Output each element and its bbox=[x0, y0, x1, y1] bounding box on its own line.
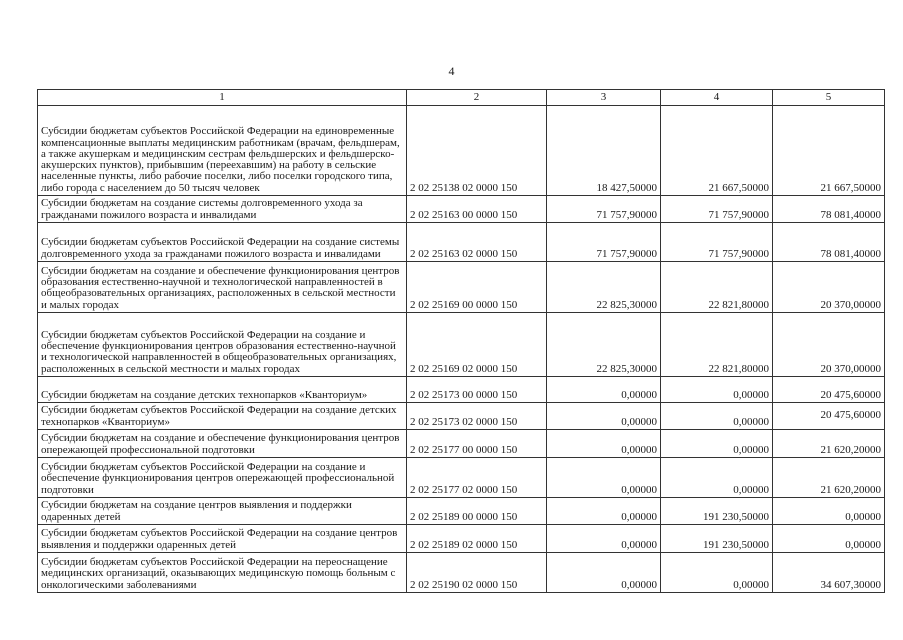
row-value-col4: 22 821,80000 bbox=[661, 262, 773, 313]
table-row bbox=[38, 106, 885, 196]
row-value-col3: 0,00000 bbox=[547, 377, 661, 403]
table-row bbox=[38, 403, 885, 430]
table-row bbox=[38, 525, 885, 553]
row-value-col4: 71 757,90000 bbox=[661, 223, 773, 262]
row-value-col3: 0,00000 bbox=[547, 430, 661, 458]
row-value-col5: 21 667,50000 bbox=[773, 106, 885, 196]
row-code: 2 02 25189 02 0000 150 bbox=[407, 525, 547, 553]
row-description: Субсидии бюджетам субъектов Российской Федерации на создание детских технопарков «Кванториум» bbox=[38, 403, 407, 430]
row-code: 2 02 25138 02 0000 150 bbox=[407, 106, 547, 196]
column-header-3: 3 bbox=[547, 90, 661, 106]
row-value-col4: 0,00000 bbox=[661, 430, 773, 458]
table-row bbox=[38, 498, 885, 525]
row-value-col5: 0,00000 bbox=[773, 525, 885, 553]
row-value-col4: 21 667,50000 bbox=[661, 106, 773, 196]
row-code: 2 02 25163 02 0000 150 bbox=[407, 223, 547, 262]
row-value-col3: 22 825,30000 bbox=[547, 262, 661, 313]
row-value-col5: 78 081,40000 bbox=[773, 196, 885, 223]
row-code: 2 02 25189 00 0000 150 bbox=[407, 498, 547, 525]
column-header-1: 1 bbox=[38, 90, 407, 106]
row-description: Субсидии бюджетам субъектов Российской Федерации на создание центров выявления и поддержки одаренных детей bbox=[38, 525, 407, 553]
table-row bbox=[38, 196, 885, 223]
row-description: Субсидии бюджетам на создание и обеспечение функционирования центров опережающей профессиональной подготовки bbox=[38, 430, 407, 458]
row-code: 2 02 25190 02 0000 150 bbox=[407, 553, 547, 593]
row-description: Субсидии бюджетам на создание и обеспечение функционирования центров образования естественно-научной и технологической направленностей в общеобразовательных организациях, расположенных в сельской местности и малых городах bbox=[38, 262, 407, 313]
row-value-col3: 22 825,30000 bbox=[547, 313, 661, 377]
row-value-col3: 71 757,90000 bbox=[547, 196, 661, 223]
row-value-col5: 20 370,00000 bbox=[773, 313, 885, 377]
row-value-col4: 0,00000 bbox=[661, 458, 773, 498]
row-description: Субсидии бюджетам субъектов Российской Федерации на единовременные компенсационные выплаты медицинским работникам (врачам, фельдшерам, а также акушеркам и медицинским сестрам фельдшерских и фельдшерско-акушерских пунктов), прибывшим (переехавшим) на работу в сельские населенные пункты, либо рабочие поселки, либо поселки городского типа, либо города с населением до 50 тысяч человек bbox=[38, 106, 407, 196]
row-value-col3: 0,00000 bbox=[547, 498, 661, 525]
row-description: Субсидии бюджетам субъектов Российской Федерации на переоснащение медицинских организаций, оказывающих медицинскую помощь больным с онкологическими заболеваниями bbox=[38, 553, 407, 593]
row-value-col5: 0,00000 bbox=[773, 498, 885, 525]
table-row bbox=[38, 377, 885, 403]
row-code: 2 02 25169 02 0000 150 bbox=[407, 313, 547, 377]
row-code: 2 02 25169 00 0000 150 bbox=[407, 262, 547, 313]
row-description: Субсидии бюджетам на создание системы долговременного ухода за гражданами пожилого возраста и инвалидами bbox=[38, 196, 407, 223]
row-value-col3: 71 757,90000 bbox=[547, 223, 661, 262]
row-value-col3: 0,00000 bbox=[547, 525, 661, 553]
row-code: 2 02 25177 00 0000 150 bbox=[407, 430, 547, 458]
row-value-col4: 0,00000 bbox=[661, 553, 773, 593]
header-row bbox=[38, 90, 885, 106]
row-value-col4: 191 230,50000 bbox=[661, 525, 773, 553]
column-header-2: 2 bbox=[407, 90, 547, 106]
row-value-col3: 18 427,50000 bbox=[547, 106, 661, 196]
row-description: Субсидии бюджетам субъектов Российской Федерации на создание и обеспечение функционирования центров образования естественно-научной и технологической направленностей в общеобразовательных организациях, расположенных в сельской местности и малых городах bbox=[38, 313, 407, 377]
row-code: 2 02 25173 02 0000 150 bbox=[407, 403, 547, 430]
row-code: 2 02 25163 00 0000 150 bbox=[407, 196, 547, 223]
column-header-5: 5 bbox=[773, 90, 885, 106]
row-value-col4: 22 821,80000 bbox=[661, 313, 773, 377]
table-row bbox=[38, 458, 885, 498]
table-row bbox=[38, 430, 885, 458]
row-value-col3: 0,00000 bbox=[547, 403, 661, 430]
budget-table bbox=[37, 89, 885, 593]
row-value-col4: 0,00000 bbox=[661, 377, 773, 403]
table-row bbox=[38, 262, 885, 313]
row-description: Субсидии бюджетам субъектов Российской Федерации на создание и обеспечение функционирования центров опережающей профессиональной подготовки bbox=[38, 458, 407, 498]
page-number: 4 bbox=[448, 64, 455, 78]
table-row bbox=[38, 553, 885, 593]
row-value-col3: 0,00000 bbox=[547, 553, 661, 593]
row-value-col5: 21 620,20000 bbox=[773, 430, 885, 458]
table-row bbox=[38, 223, 885, 262]
row-value-col5: 20 370,00000 bbox=[773, 262, 885, 313]
row-value-col4: 191 230,50000 bbox=[661, 498, 773, 525]
column-header-4: 4 bbox=[661, 90, 773, 106]
row-value-col5: 20 475,60000 bbox=[773, 377, 885, 403]
row-description: Субсидии бюджетам на создание центров выявления и поддержки одаренных детей bbox=[38, 498, 407, 525]
row-description: Субсидии бюджетам субъектов Российской Федерации на создание системы долговременного ухода за гражданами пожилого возраста и инвалидами bbox=[38, 223, 407, 262]
row-description: Субсидии бюджетам на создание детских технопарков «Кванториум» bbox=[38, 377, 407, 403]
row-code: 2 02 25173 00 0000 150 bbox=[407, 377, 547, 403]
row-value-col5: 20 475,60000 bbox=[773, 403, 885, 430]
row-value-col4: 71 757,90000 bbox=[661, 196, 773, 223]
row-code: 2 02 25177 02 0000 150 bbox=[407, 458, 547, 498]
row-value-col4: 0,00000 bbox=[661, 403, 773, 430]
table-row bbox=[38, 313, 885, 377]
row-value-col5: 34 607,30000 bbox=[773, 553, 885, 593]
row-value-col5: 78 081,40000 bbox=[773, 223, 885, 262]
row-value-col5: 21 620,20000 bbox=[773, 458, 885, 498]
row-value-col3: 0,00000 bbox=[547, 458, 661, 498]
